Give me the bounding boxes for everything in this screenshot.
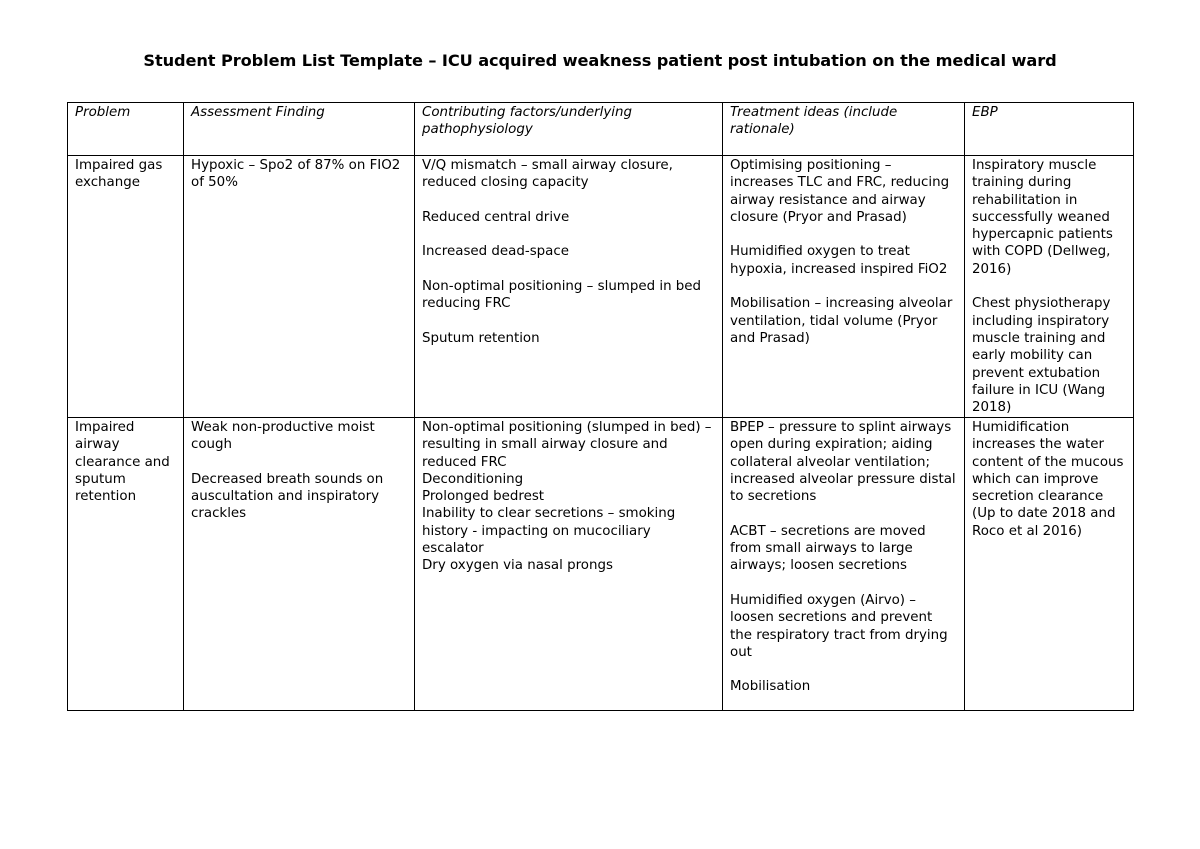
treatment-idea: Humidified oxygen to treat hypoxia, increased inspired FiO2 bbox=[730, 244, 948, 277]
treatment-idea: Mobilisation bbox=[730, 679, 811, 695]
contributing-factor: Increased dead-space bbox=[422, 244, 569, 260]
cell-contributing bbox=[415, 156, 723, 418]
contributing-factor: Dry oxygen via nasal prongs bbox=[422, 558, 613, 574]
ebp-note: Humidification increases the water content of the mucous which can improve secretion clearance (Up to date 2018 and Roco et al 2016) bbox=[972, 420, 1124, 539]
contributing-factor: Deconditioning bbox=[422, 471, 524, 487]
cell-assessment bbox=[184, 156, 415, 418]
treatment-idea: BPEP – pressure to splint airways open during expiration; aiding collateral alveolar ventilation; increased alveolar pressure distal to secretions bbox=[730, 420, 956, 505]
header-assessment-finding: Assessment Finding bbox=[184, 103, 415, 156]
cell-assessment bbox=[184, 418, 415, 711]
cell-problem bbox=[68, 418, 184, 711]
table-row bbox=[68, 156, 1134, 418]
contributing-factor: Non-optimal positioning – slumped in bed reducing FRC bbox=[422, 279, 702, 312]
assessment-finding: Hypoxic – Spo2 of 87% on FIO2 of 50% bbox=[191, 158, 401, 191]
assessment-finding: Decreased breath sounds on auscultation and inspiratory crackles bbox=[191, 471, 384, 522]
cell-ebp bbox=[965, 418, 1134, 711]
contributing-factor: Non-optimal positioning (slumped in bed) – resulting in small airway closure and reduced FRC bbox=[422, 420, 712, 470]
assessment-finding: Weak non-productive moist cough bbox=[191, 420, 375, 453]
page-title: Student Problem List Template – ICU acquired weakness patient post intubation on the medical ward bbox=[143, 51, 1057, 70]
treatment-idea: Mobilisation – increasing alveolar ventilation, tidal volume (Pryor and Prasad) bbox=[730, 296, 953, 346]
header-row bbox=[68, 103, 1134, 156]
contributing-factor: Prolonged bedrest bbox=[422, 489, 545, 505]
header-ebp: EBP bbox=[965, 103, 1134, 156]
header-treatment-ideas: Treatment ideas (include rationale) bbox=[723, 103, 965, 156]
treatment-idea: Optimising positioning – increases TLC and FRC, reducing airway resistance and airway closure (Pryor and Prasad) bbox=[730, 158, 950, 225]
ebp-note: Chest physiotherapy including inspiratory muscle training and early mobility can prevent extubation failure in ICU (Wang 2018) bbox=[972, 296, 1111, 416]
cell-ebp bbox=[965, 156, 1134, 418]
problem-list-table bbox=[67, 102, 1134, 711]
problem-text: Impaired gas exchange bbox=[75, 158, 163, 191]
cell-problem bbox=[68, 156, 184, 418]
cell-contributing bbox=[415, 418, 723, 711]
treatment-idea: Humidified oxygen (Airvo) – loosen secretions and prevent the respiratory tract from drying out bbox=[730, 592, 948, 660]
ebp-note: Inspiratory muscle training during rehabilitation in successfully weaned hypercapnic patients with COPD (Dellweg, 2016) bbox=[972, 158, 1113, 277]
table-row bbox=[68, 418, 1134, 711]
contributing-factor: Sputum retention bbox=[422, 330, 540, 346]
problem-text: Impaired airway clearance and sputum retention bbox=[75, 420, 170, 505]
cell-treatment bbox=[723, 156, 965, 418]
contributing-factor: Inability to clear secretions – smoking history - impacting on mucociliary escalator bbox=[422, 506, 676, 557]
contributing-factor: Reduced central drive bbox=[422, 209, 570, 225]
header-problem: Problem bbox=[68, 103, 184, 156]
cell-treatment bbox=[723, 418, 965, 711]
header-contributing-factors: Contributing factors/underlying pathophysiology bbox=[415, 103, 723, 156]
contributing-factor: V/Q mismatch – small airway closure, reduced closing capacity bbox=[422, 158, 673, 191]
treatment-idea: ACBT – secretions are moved from small airways to large airways; loosen secretions bbox=[730, 523, 926, 574]
